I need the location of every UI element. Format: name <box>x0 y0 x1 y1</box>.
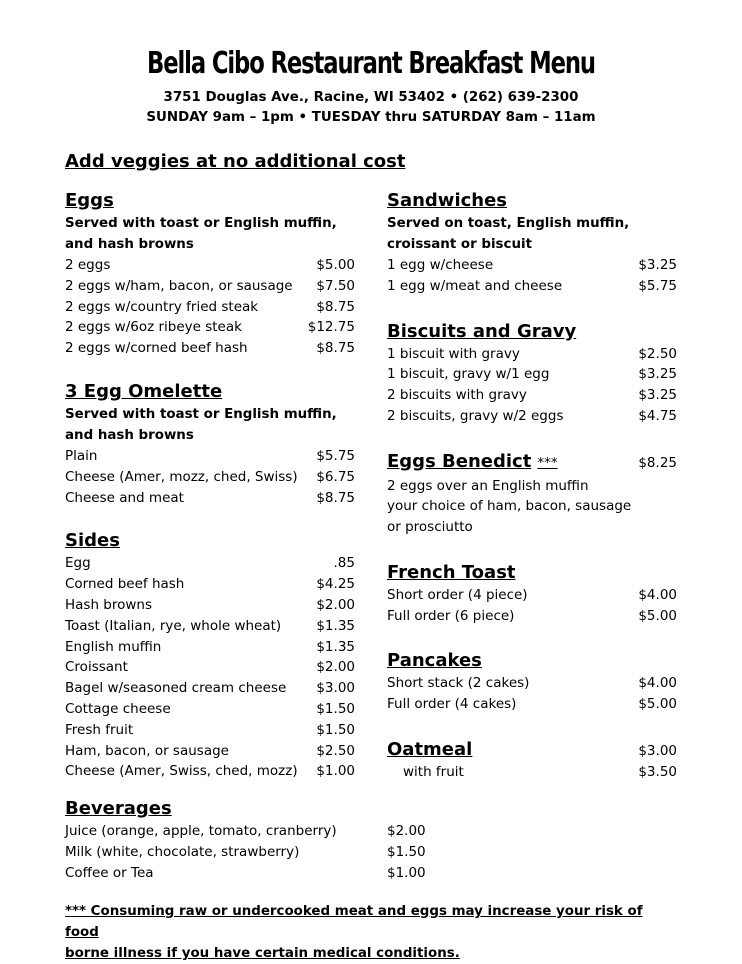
menu-item <box>65 317 355 338</box>
item-price: $2.50 <box>638 345 677 362</box>
benedict-line: or prosciutto <box>387 519 473 536</box>
item-name: 2 eggs w/6oz ribeye steak <box>65 319 242 336</box>
item-name: Milk (white, chocolate, strawberry) <box>65 843 300 860</box>
item-name: 1 biscuit, gravy w/1 egg <box>387 366 550 383</box>
item-name: 2 biscuits with gravy <box>387 387 527 404</box>
item-price: $8.75 <box>316 340 355 357</box>
hours-line: SUNDAY 9am – 1pm • TUESDAY thru SATURDAY 8am – 11am <box>146 110 596 125</box>
item-name: Toast (Italian, rye, whole wheat) <box>65 617 282 634</box>
menu-item <box>387 276 677 297</box>
benedict-line: 2 eggs over an English muffin <box>387 477 589 494</box>
item-price: $4.75 <box>638 407 677 424</box>
item-name: Short stack (2 cakes) <box>387 675 530 692</box>
item-name: Cheese (Amer, Swiss, ched, mozz) <box>65 763 298 780</box>
section-title-benedict <box>387 449 558 476</box>
item-price: $5.00 <box>638 696 677 713</box>
menu-item <box>65 616 355 637</box>
section-eggs <box>65 188 355 359</box>
section-desc: Served with toast or English muffin, <box>65 406 337 422</box>
section-beverages <box>65 796 465 883</box>
menu-item <box>387 585 677 606</box>
item-name: 2 biscuits, gravy w/2 eggs <box>387 407 564 424</box>
item-name: Ham, bacon, or sausage <box>65 742 229 759</box>
item-price: $2.50 <box>316 742 355 759</box>
veggies-note: Add veggies at no additional cost <box>65 151 406 172</box>
menu-item <box>65 297 355 318</box>
item-name: 1 egg w/meat and cheese <box>387 277 563 294</box>
benedict-price: $8.25 <box>638 454 677 471</box>
section-desc: Served with toast or English muffin, <box>65 216 337 231</box>
benedict-line: your choice of ham, bacon, sausage <box>387 498 632 515</box>
menu-item <box>65 821 465 842</box>
item-price: $3.25 <box>638 257 677 273</box>
item-price: $5.00 <box>316 257 355 273</box>
menu-item <box>65 574 355 595</box>
oatmeal-title-row <box>387 737 677 762</box>
section-title-beverages: Beverages <box>65 798 172 819</box>
item-name: Hash browns <box>65 596 153 613</box>
menu-item <box>387 406 677 427</box>
menu-item <box>387 344 677 365</box>
left-column <box>65 188 355 802</box>
menu-item <box>65 446 355 467</box>
item-name: Juice (orange, apple, tomato, cranberry) <box>65 823 337 839</box>
menu-item <box>387 255 677 276</box>
item-price: $3.25 <box>638 387 677 404</box>
menu-item <box>387 762 677 783</box>
item-name: 1 egg w/cheese <box>387 257 494 273</box>
section-omelette <box>65 379 355 508</box>
section-title-pancakes: Pancakes <box>387 650 482 672</box>
benedict-stars: *** <box>537 454 558 471</box>
section-title-oatmeal: Oatmeal <box>387 739 473 761</box>
section-sides <box>65 528 355 782</box>
menu-item <box>65 657 355 678</box>
section-title-omelette: 3 Egg Omelette <box>65 380 223 402</box>
section-title-biscuits: Biscuits and Gravy <box>387 320 577 342</box>
item-price: $2.00 <box>387 823 426 839</box>
item-price: $8.75 <box>316 298 355 315</box>
section-title-sides: Sides <box>65 530 120 552</box>
section-title-eggs: Eggs <box>65 190 114 211</box>
item-name: with fruit <box>403 764 464 781</box>
item-price: $1.35 <box>316 638 355 655</box>
menu-title: Bella Cibo Restaurant Breakfast Menu <box>147 46 595 81</box>
section-french-toast <box>387 560 677 627</box>
item-price: $4.25 <box>316 576 355 593</box>
item-price: $1.00 <box>387 864 426 881</box>
right-column <box>387 188 677 803</box>
menu-item <box>65 761 355 782</box>
menu-item <box>387 364 677 385</box>
section-oatmeal <box>387 737 677 783</box>
menu-item <box>65 467 355 488</box>
item-price: $1.50 <box>387 843 426 860</box>
item-price: $7.50 <box>316 277 355 294</box>
item-name: 2 eggs w/corned beef hash <box>65 340 248 357</box>
item-price: $1.50 <box>316 721 355 738</box>
oatmeal-price: $3.00 <box>638 743 677 760</box>
item-name: Bagel w/seasoned cream cheese <box>65 680 287 697</box>
item-price: $4.00 <box>638 586 677 603</box>
menu-item <box>65 842 465 863</box>
menu-item <box>387 694 677 715</box>
menu-item <box>65 338 355 359</box>
menu-item <box>387 606 677 627</box>
benedict-title-text: Eggs Benedict <box>387 450 532 472</box>
item-price: $12.75 <box>307 319 355 336</box>
menu-item <box>65 255 355 276</box>
item-name: Cheese and meat <box>65 489 184 506</box>
item-price: $3.50 <box>638 764 677 781</box>
section-title-french-toast: French Toast <box>387 561 516 583</box>
item-price: $5.75 <box>638 277 677 294</box>
warning-line: borne illness if you have certain medical conditions. <box>65 946 460 961</box>
item-price: $4.00 <box>638 675 677 692</box>
food-safety-warning <box>65 901 665 964</box>
section-desc: and hash browns <box>65 237 194 252</box>
menu-item <box>65 741 355 762</box>
menu-item <box>65 276 355 297</box>
menu-item <box>387 385 677 406</box>
item-name: Fresh fruit <box>65 721 134 738</box>
benedict-title-row <box>387 449 677 476</box>
item-price: .85 <box>333 555 355 572</box>
menu-item <box>65 720 355 741</box>
section-desc: and hash browns <box>65 427 194 443</box>
item-price: $8.75 <box>316 489 355 506</box>
item-name: 1 biscuit with gravy <box>387 345 520 362</box>
menu-item <box>65 637 355 658</box>
item-name: 2 eggs w/country fried steak <box>65 298 259 315</box>
item-name: 2 eggs <box>65 257 111 273</box>
item-price: $3.25 <box>638 366 677 383</box>
menu-item <box>387 673 677 694</box>
section-biscuits <box>387 319 677 427</box>
item-name: Egg <box>65 555 91 572</box>
item-price: $5.00 <box>638 607 677 624</box>
item-name: Full order (4 cakes) <box>387 696 517 713</box>
item-price: $1.50 <box>316 700 355 717</box>
menu-item <box>65 678 355 699</box>
section-sandwiches <box>387 188 677 297</box>
item-name: Coffee or Tea <box>65 864 154 881</box>
menu-item <box>65 699 355 720</box>
section-desc: Served on toast, English muffin, <box>387 216 630 231</box>
item-price: $6.75 <box>316 468 355 485</box>
menu-item <box>65 595 355 616</box>
item-name: English muffin <box>65 638 162 655</box>
section-pancakes <box>387 648 677 715</box>
address-line: 3751 Douglas Ave., Racine, WI 53402 • (262) 639-2300 <box>163 90 579 105</box>
item-name: Full order (6 piece) <box>387 607 515 624</box>
item-name: Short order (4 piece) <box>387 586 528 603</box>
item-name: Croissant <box>65 659 128 676</box>
warning-line: *** Consuming raw or undercooked meat and eggs may increase your risk of food <box>65 904 643 940</box>
item-price: $2.00 <box>316 596 355 613</box>
item-price: $3.00 <box>316 680 355 697</box>
item-price: $2.00 <box>316 659 355 676</box>
menu-item <box>65 553 355 574</box>
item-price: $5.75 <box>316 447 355 464</box>
section-desc: croissant or biscuit <box>387 237 532 252</box>
item-price: $1.35 <box>316 617 355 634</box>
item-name: Cottage cheese <box>65 700 171 717</box>
item-price: $1.00 <box>316 763 355 780</box>
section-title-sandwiches: Sandwiches <box>387 190 508 211</box>
section-benedict <box>387 449 677 538</box>
menu-item <box>65 863 465 884</box>
item-name: 2 eggs w/ham, bacon, or sausage <box>65 277 293 294</box>
item-name: Plain <box>65 447 98 464</box>
item-name: Corned beef hash <box>65 576 185 593</box>
item-name: Cheese (Amer, mozz, ched, Swiss) <box>65 468 298 485</box>
menu-item <box>65 488 355 509</box>
